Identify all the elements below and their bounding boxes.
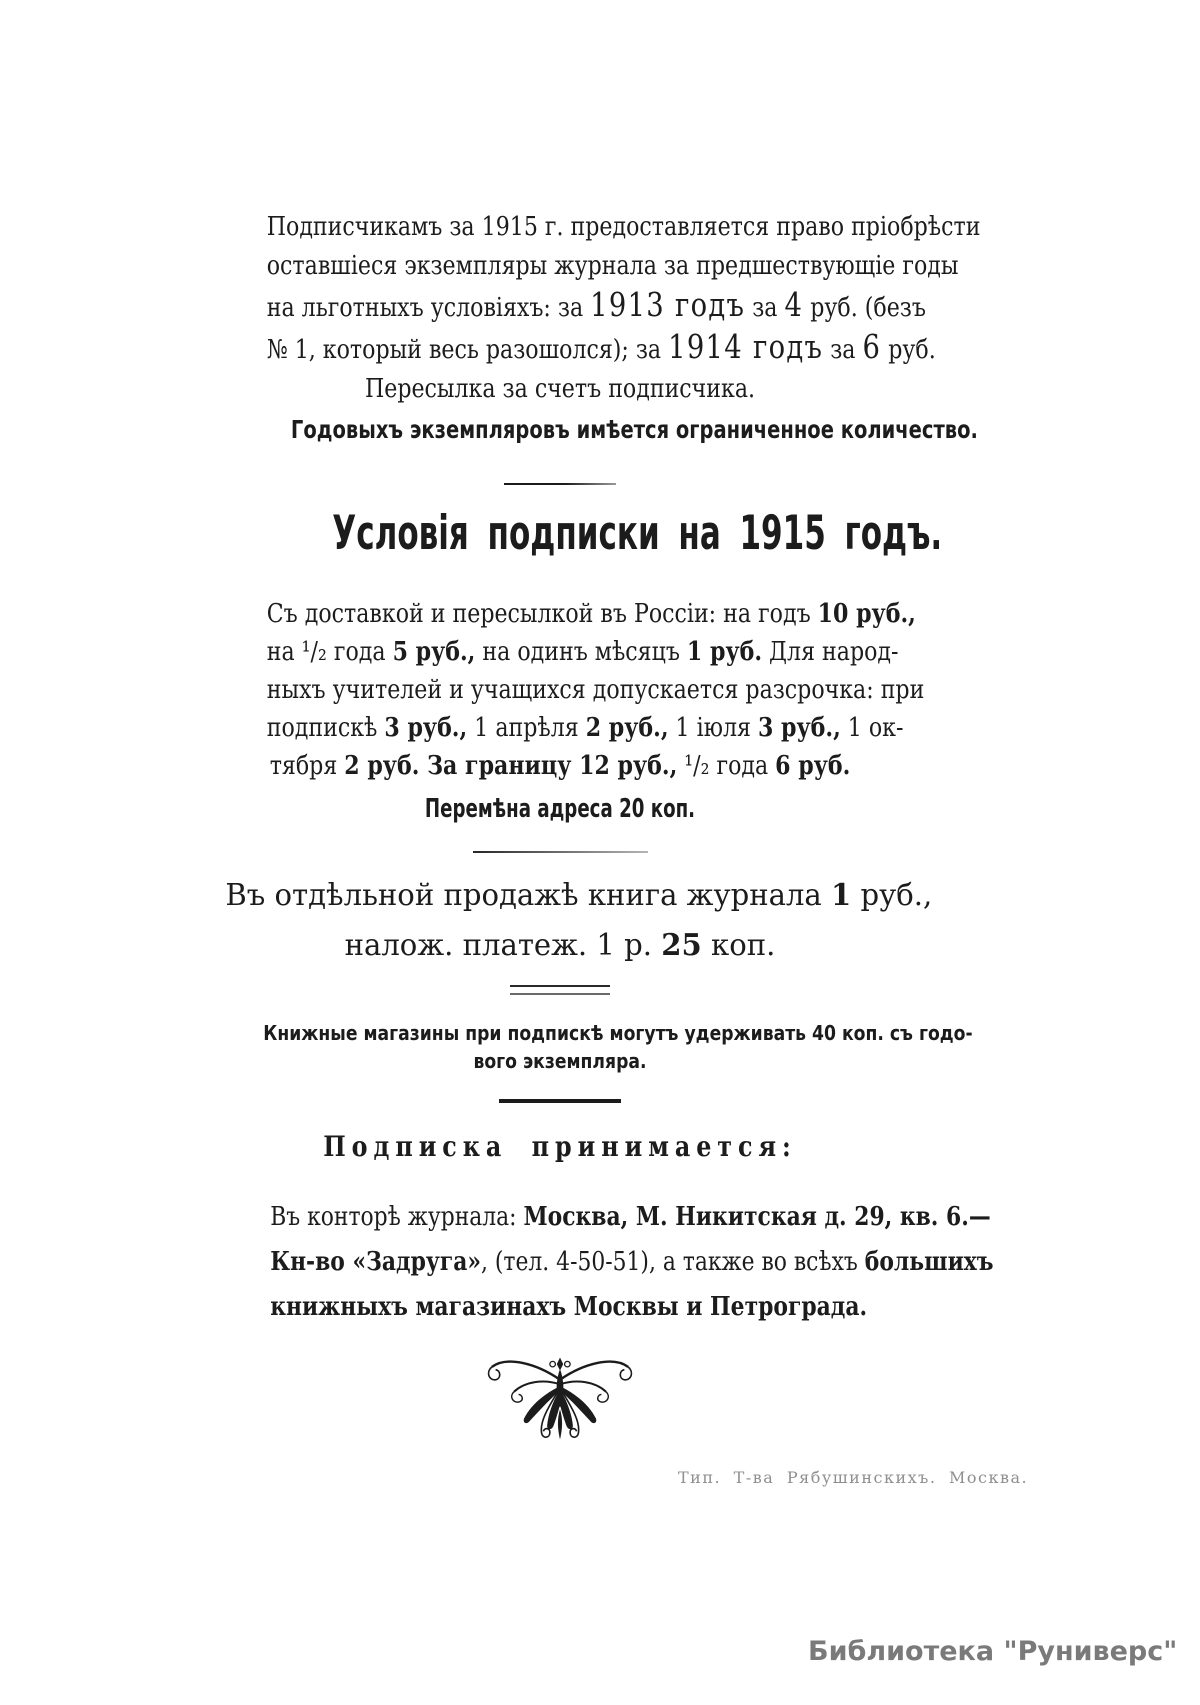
address-line: Кн-во «Задруга», (тел. 4-50-51), а также во всѣхъ большихъ [270, 1247, 994, 1277]
address-line: книжныхъ магазинахъ Москвы и Петрограда. [270, 1292, 868, 1322]
ornament-fleuron-icon [468, 1354, 652, 1446]
terms-line: подпискѣ 3 руб., 1 апрѣля 2 руб., 1 іюля 3 руб., 1 ок- [266, 713, 904, 743]
retail-line: налож. платеж. 1 р. 25 коп. [344, 928, 776, 963]
intro-line: оставшіеся экземпляры журнала за предшествующіе годы [266, 251, 959, 281]
office-address-paragraph [270, 1195, 994, 1330]
terms-paragraph [266, 595, 925, 785]
terms-line: Съ доставкой и пересылкой въ Россіи: на годъ 10 руб., [266, 599, 916, 629]
subscription-terms-heading: Условія подписки на 1915 годъ. [332, 506, 943, 561]
intro-line: Подписчикамъ за 1915 г. предоставляется право пріобрѣсти [266, 212, 981, 242]
ornament-container [215, 1354, 905, 1450]
intro-line: на льготныхъ условіяхъ: за 1913 годъ за 4 руб. (безъ [266, 286, 926, 324]
content-column [215, 0, 994, 1450]
bookstores-line: вого экземпляра. [473, 1049, 647, 1073]
intro-line: № 1, который весь разошолся); за 1914 годъ за 6 руб. [266, 328, 936, 366]
address-change-fee-line: Перемѣна адреса 20 коп. [424, 794, 696, 824]
limited-copies-notice: Годовыхъ экземпляровъ имѣется ограниченное количество. [290, 415, 978, 444]
bookstores-note [263, 1019, 973, 1075]
section-divider [473, 851, 648, 853]
terms-line: тября 2 руб. За границу 12 руб., ¹/₂ года 6 руб. [269, 751, 851, 781]
subscription-accepted-heading: Подписка принимается: [323, 1130, 797, 1163]
printer-imprint: Тип. Т-ва Рябушинскихъ. Москва. [678, 1468, 1029, 1487]
section-divider [504, 483, 616, 485]
intro-line: Пересылка за счетъ подписчика. [364, 374, 756, 404]
thick-rule-divider [499, 1099, 621, 1103]
intro-paragraph [266, 208, 981, 409]
terms-line: на ¹/₂ года 5 руб., на одинъ мѣсяцъ 1 руб. Для народ- [266, 637, 899, 667]
double-rule-divider [510, 985, 610, 995]
address-line: Въ конторѣ журнала: Москва, М. Никитская д. 29, кв. 6.— [270, 1202, 991, 1232]
retail-line: Въ отдѣльной продажѣ книга журнала 1 руб., [225, 878, 933, 913]
terms-line: ныхъ учителей и учащихся допускается разсрочка: при [266, 675, 925, 705]
library-watermark: Библиотека "Руниверс" [808, 1636, 1178, 1667]
bookstores-line: Книжные магазины при подпискѣ могутъ удерживать 40 коп. съ годо- [263, 1021, 973, 1045]
retail-price-paragraph [225, 871, 933, 971]
